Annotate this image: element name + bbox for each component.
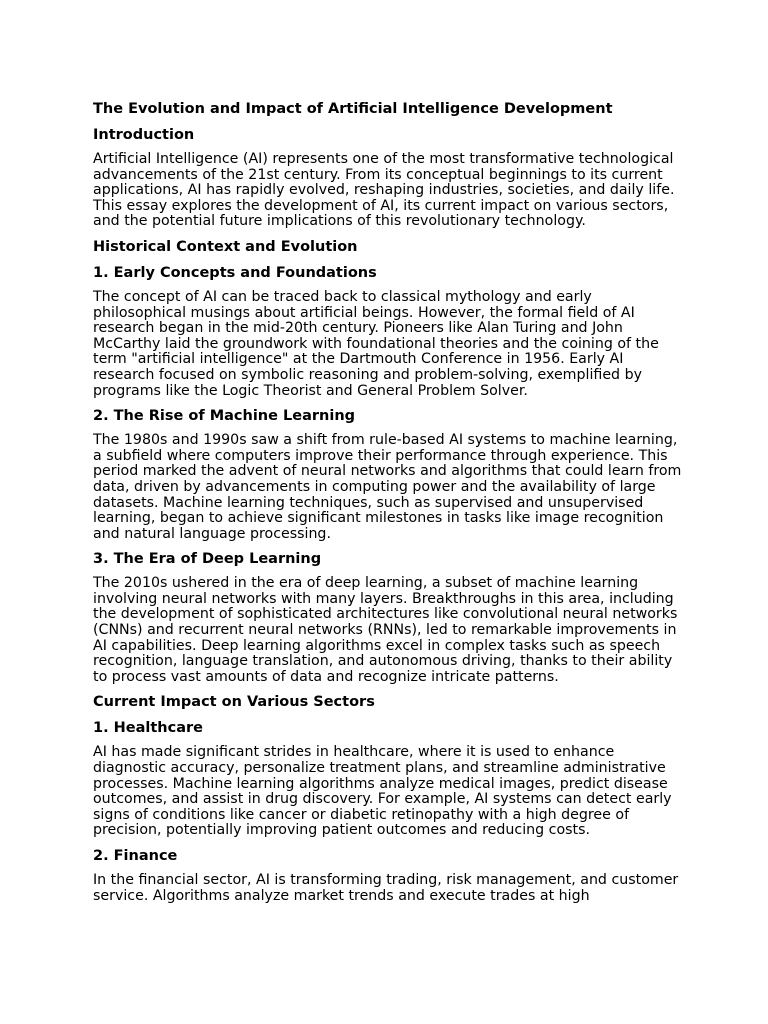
subsection-heading-machine-learning: 2. The Rise of Machine Learning [93, 408, 356, 425]
document-page [93, 100, 683, 912]
subsection-heading-deep-learning: 3. The Era of Deep Learning [93, 551, 322, 568]
paragraph-machine-learning: The 1980s and 1990s saw a shift from rule-based AI systems to machine learning, a subfield where computers improve their performance through experience. This period marked the advent of neural networks and algorithms that could learn from data, driven by advancements in computing power and the availability of large datasets. Machine learning techniques, such as supervised and unsupervised learning, began to achieve significant milestones in tasks like image recognition and natural language processing. [93, 432, 682, 542]
paragraph-introduction: Artificial Intelligence (AI) represents one of the most transformative technological advancements of the 21st century. From its conceptual beginnings to its current applications, AI has rapidly evolved, reshaping industries, societies, and daily life. This essay explores the development of AI, its current impact on various sectors, and the potential future implications of this revolutionary technology. [93, 151, 675, 230]
document-title: The Evolution and Impact of Artificial Intelligence Development [93, 101, 613, 117]
section-heading-introduction: Introduction [93, 127, 195, 143]
subsection-heading-early-concepts: 1. Early Concepts and Foundations [93, 264, 377, 281]
section-heading-current-impact: Current Impact on Various Sectors [93, 694, 375, 711]
paragraph-early-concepts: The concept of AI can be traced back to classical mythology and early philosophical musings about artificial beings. However, the formal field of AI research began in the mid-20th century. Pioneers like Alan Turing and John McCarthy laid the groundwork with foundational theories and the coining of the term "artificial intelligence" at the Dartmouth Conference in 1956. Early AI research focused on symbolic reasoning and problem-solving, exemplified by programs like the Logic Theorist and General Problem Solver. [93, 288, 659, 399]
paragraph-healthcare: AI has made significant strides in healthcare, where it is used to enhance diagnostic accuracy, personalize treatment plans, and streamline administrative processes. Machine learning algorithms analyze medical images, predict disease outcomes, and assist in drug discovery. For example, AI systems can detect early signs of conditions like cancer or diabetic retinopathy with a high degree of precision, potentially improving patient outcomes and reducing costs. [93, 744, 672, 839]
section-heading-history: Historical Context and Evolution [93, 238, 358, 255]
paragraph-deep-learning: The 2010s ushered in the era of deep learning, a subset of machine learning involving neural networks with many layers. Breakthroughs in this area, including the development of sophisticated architectures like convolutional neural networks (CNNs) and recurrent neural networks (RNNs), led to remarkable improvements in AI capabilities. Deep learning algorithms excel in complex tasks such as speech recognition, language translation, and autonomous driving, thanks to their ability to process vast amounts of data and recognize intricate patterns. [93, 575, 678, 685]
subsection-heading-healthcare: 1. Healthcare [93, 720, 203, 737]
paragraph-finance: In the financial sector, AI is transforming trading, risk management, and customer service. Algorithms analyze market trends and execute trades at high [93, 872, 679, 904]
subsection-heading-finance: 2. Finance [93, 848, 178, 864]
